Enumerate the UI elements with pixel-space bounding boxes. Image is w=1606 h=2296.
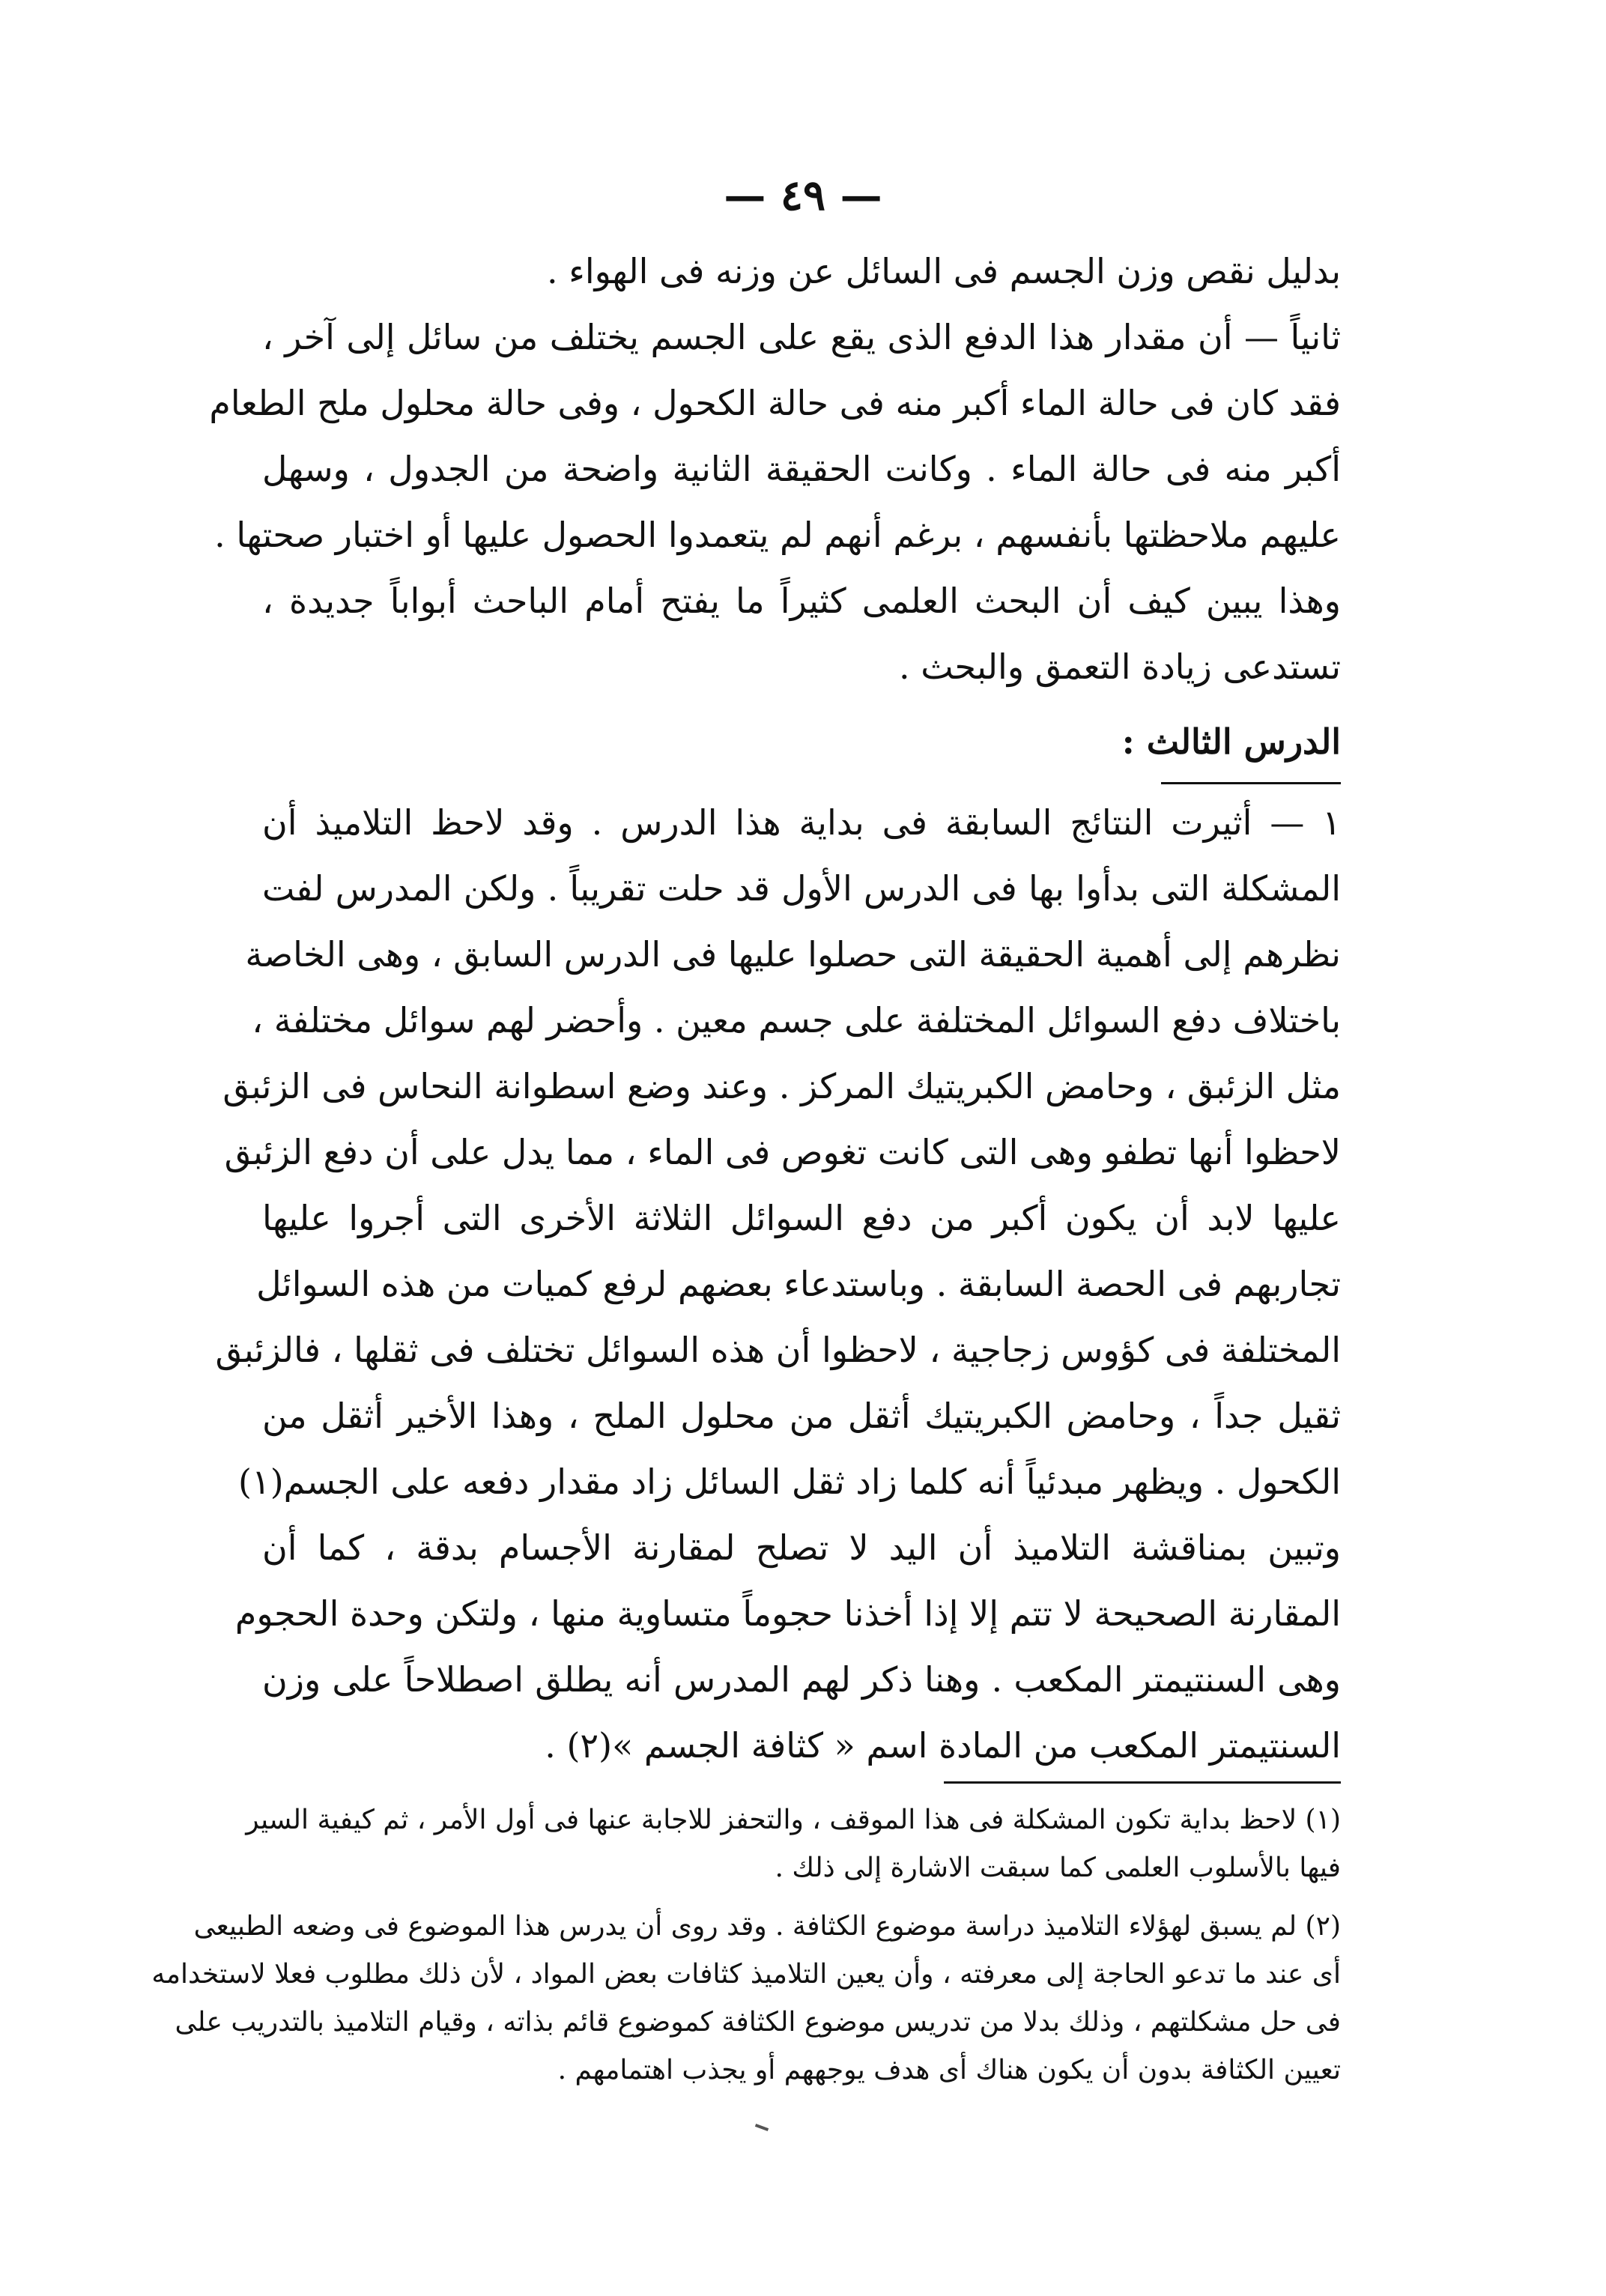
paragraph-lesson-three [215, 790, 1341, 1515]
page-number: — ٤٩ — [724, 171, 882, 220]
text-line: المشكلة التى بدأوا بها فى الدرس الأول قد حلت تقريباً . ولكن المدرس لفت [262, 868, 1341, 909]
text-line: ثانياً — أن مقدار هذا الدفع الذى يقع على الجسم يختلف من سائل إلى آخر ، [262, 317, 1341, 357]
text-line: عليهم ملاحظتها بأنفسهم ، برغم أنهم لم يتعمدوا الحصول عليها أو اختبار صحتها . [214, 515, 1341, 555]
footnote-line: تعيين الكثافة بدون أن يكون هناك أى هدف يوجههم أو يجذب اهتمامهم . [557, 2055, 1341, 2086]
text-line: نظرهم إلى أهمية الحقيقة التى حصلوا عليها فى الدرس السابق ، وهى الخاصة [245, 934, 1341, 975]
text-line: باختلاف دفع السوائل المختلفة على جسم معين . وأحضر لهم سوائل مختلفة ، [252, 1000, 1341, 1041]
text-line: المقارنة الصحيحة لا تتم إلا إذا أخذنا حجوماً متساوية منها ، ولتكن وحدة الحجوم [234, 1593, 1341, 1634]
section-heading [262, 709, 1341, 775]
footnote-line: فيها بالأسلوب العلمى كما سبقت الاشارة إلى ذلك . [775, 1853, 1341, 1883]
text-line: فقد كان فى حالة الماء أكبر منه فى حالة الكحول ، وفى حالة محلول ملح الطعام [209, 383, 1341, 423]
heading-underline [1161, 782, 1341, 784]
paragraph-second-fact [209, 304, 1341, 700]
text-line: تستدعى زيادة التعمق والبحث . [899, 646, 1341, 687]
text-line: وهذا يبين كيف أن البحث العلمى كثيراً ما يفتح أمام الباحث أبواباً جديدة ، [262, 581, 1341, 621]
footnotes [151, 1796, 1341, 2094]
text-line: الكحول . ويظهر مبدئياً أنه كلما زاد ثقل السائل زاد مقدار دفعه على الجسم(١) [238, 1461, 1341, 1502]
text-line: السنتيمتر المكعب من المادة اسم « كثافة الجسم »(٢) . [545, 1725, 1341, 1766]
footnote-1 [246, 1796, 1341, 1892]
section-heading-text: الدرس الثالث : [1121, 721, 1341, 762]
footnote-line: فى حل مشكلتهم ، وذلك بدلا من تدريس موضوع الكثافة كموضوع قائم بذاته ، وقيام التلاميذ بالتدريب على [175, 2007, 1341, 2038]
paragraph-continuation [262, 238, 1341, 304]
footnote-line: أى عند ما تدعو الحاجة إلى معرفته ، وأن يعين التلاميذ كثافات بعض المواد ، لأن ذلك مطلوب فعلا لاستخدامه [151, 1959, 1341, 1990]
text-line: تجاربهم فى الحصة السابقة . وباستدعاء بعضهم لرفع كميات من هذه السوائل [256, 1264, 1341, 1304]
text-line: أكبر منه فى حالة الماء . وكانت الحقيقة الثانية واضحة من الجدول ، وسهل [262, 449, 1341, 489]
text-line: المختلفة فى كؤوس زجاجية ، لاحظوا أن هذه السوائل تختلف فى ثقلها ، فالزئبق [215, 1330, 1341, 1370]
text-line: عليها لابد أن يكون أكبر من دفع السوائل الثلاثة الأخرى التى أجروا عليها [262, 1198, 1341, 1238]
text-line: بدليل نقص وزن الجسم فى السائل عن وزنه فى الهواء . [547, 251, 1341, 291]
paragraph-discussion [234, 1515, 1341, 1778]
text-line: ١ — أثيرت النتائج السابقة فى بداية هذا الدرس . وقد لاحظ التلاميذ أن [262, 802, 1341, 843]
ink-speck [755, 2124, 769, 2131]
footnote-2 [151, 1903, 1341, 2094]
text-line: مثل الزئبق ، وحامض الكبريتيك المركز . وعند وضع اسطوانة النحاس فى الزئبق [222, 1066, 1341, 1106]
main-text [209, 238, 1341, 1778]
footnote-separator [944, 1781, 1341, 1784]
text-line: ثقيل جداً ، وحامض الكبريتيك أثقل من محلول الملح ، وهذا الأخير أثقل من [262, 1396, 1341, 1436]
text-line: وتبين بمناقشة التلاميذ أن اليد لا تصلح لمقارنة الأجسام بدقة ، كما أن [262, 1527, 1341, 1568]
text-line: لاحظوا أنها تطفو وهى التى كانت تغوص فى الماء ، مما يدل على أن دفع الزئبق [224, 1132, 1341, 1172]
footnote-line: (١) لاحظ بداية تكون المشكلة فى هذا الموقف ، والتحفز للاجابة عنها فى أول الأمر ، ثم كيفية السير [246, 1805, 1341, 1835]
footnote-line: (٢) لم يسبق لهؤلاء التلاميذ دراسة موضوع الكثافة . وقد روى أن يدرس هذا الموضوع فى وضعه الطبيعى [193, 1911, 1341, 1942]
text-line: وهى السنتيمتر المكعب . وهنا ذكر لهم المدرس أنه يطلق اصطلاحاً على وزن [262, 1659, 1341, 1700]
